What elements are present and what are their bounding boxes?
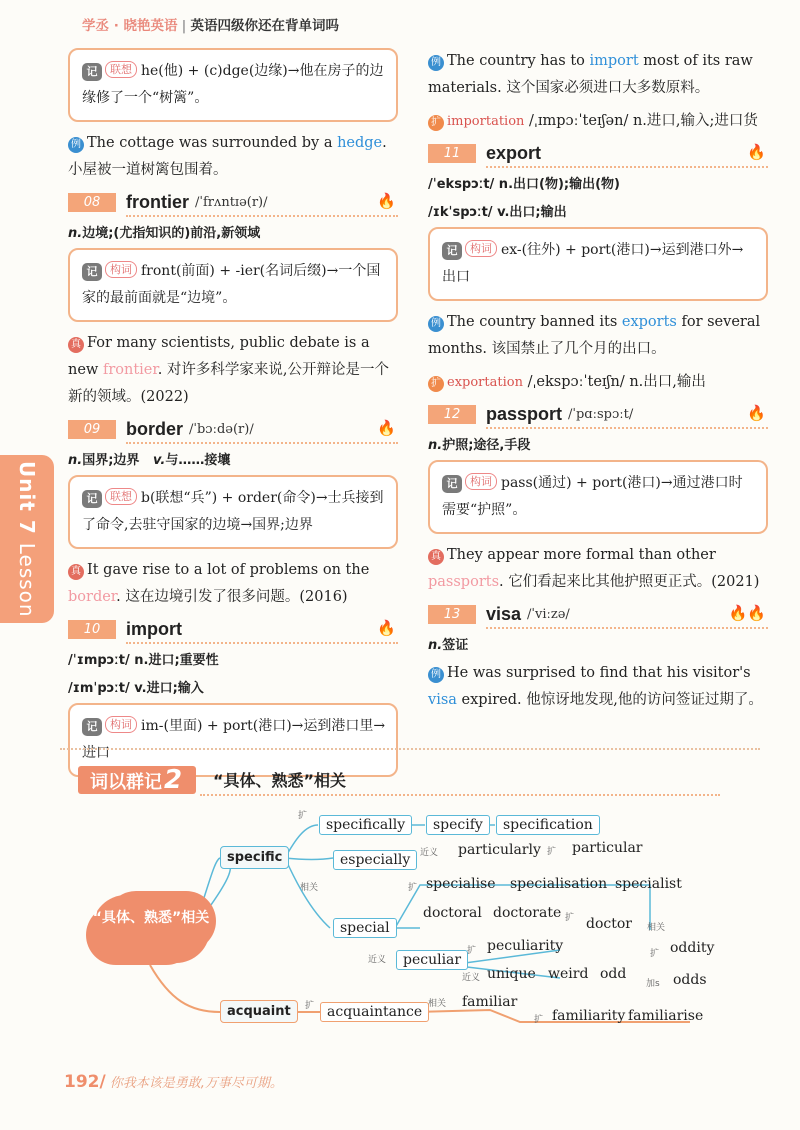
word-entry-visa <box>428 602 768 626</box>
node-doctorate: doctorate <box>493 905 562 921</box>
derivative-icon: 扩 <box>428 376 444 392</box>
exam-icon: 真 <box>68 337 84 353</box>
word-number: 09 <box>68 420 116 439</box>
phonetic: /ˈbɔːdə(r)/ <box>189 421 254 437</box>
word-entry-frontier <box>68 190 398 214</box>
memory-text: pass(通过) + port(港口)→通过港口时需要“护照”。 <box>442 475 743 518</box>
keyword-highlight: import <box>589 53 639 69</box>
label-expand: 扩 <box>408 883 418 893</box>
section-title <box>78 766 196 794</box>
unit-label: Unit 7 <box>15 460 39 535</box>
label-related: 相关 <box>647 923 666 933</box>
derivative-word: exportation <box>447 375 523 390</box>
example-text: It gave rise to a lot of problems on the <box>87 562 370 578</box>
derivative-word: importation <box>447 114 525 129</box>
node-specific: specific <box>220 846 289 869</box>
node-peculiar: peculiar <box>396 950 468 970</box>
section-rule <box>200 794 720 796</box>
node-specification: specification <box>496 815 600 835</box>
flame-icon: 🔥 <box>747 143 766 161</box>
definition <box>68 447 398 475</box>
node-familiar: familiar <box>462 994 518 1010</box>
memory-text: im-(里面) + port(港口)→运到港口里→进口 <box>82 718 386 761</box>
node-familiarity: familiarity <box>552 1008 626 1024</box>
exam-icon: 真 <box>428 549 444 565</box>
phonetic: /ˈviːzə/ <box>527 606 570 622</box>
word-number: 08 <box>68 193 116 212</box>
section-title-text: 词以群记 <box>90 772 162 793</box>
example-sentence <box>68 130 398 184</box>
example-sentence <box>428 660 768 714</box>
meaning: 护照;途径,手段 <box>442 438 531 453</box>
memory-icon: 记 <box>82 490 102 508</box>
example-icon: 例 <box>428 667 444 683</box>
headword: passport <box>486 403 563 424</box>
memory-text: ex-(往外) + port(港口)→运到港口外→出口 <box>442 242 744 285</box>
label-expand: 扩 <box>305 1001 315 1011</box>
section-subtitle: “具体、熟悉”相关 <box>213 771 347 790</box>
memory-box <box>68 475 398 549</box>
memory-box <box>428 227 768 301</box>
node-specifically: specifically <box>319 815 412 835</box>
example-text: The country has to <box>447 53 590 69</box>
example-text: The cottage was surrounded by a <box>87 135 338 151</box>
definition <box>428 632 768 660</box>
exam-sentence <box>68 330 398 411</box>
definition <box>68 220 398 248</box>
header-divider: | <box>181 18 187 34</box>
meaning: 签证 <box>442 638 469 653</box>
unit-tab <box>0 455 54 623</box>
dotted-rule <box>126 215 398 217</box>
node-specialisation: specialisation <box>510 876 608 892</box>
meaning: 与……接壤 <box>165 453 231 468</box>
exam-sentence <box>68 557 398 611</box>
node-particular: particular <box>572 840 643 856</box>
right-column <box>428 48 768 720</box>
example-translation: most of its raw materials. 这个国家必须进口大多数原料。 <box>428 53 753 96</box>
node-weird: weird <box>548 966 589 982</box>
book-title: 英语四级你还在背单词吗 <box>190 18 339 34</box>
part-of-speech: n. <box>428 438 443 453</box>
exam-icon: 真 <box>68 564 84 580</box>
example-icon: 例 <box>428 55 444 71</box>
section-number: 2 <box>164 765 183 795</box>
keyword-highlight: visa <box>428 692 457 708</box>
headword: export <box>486 142 542 163</box>
memory-icon: 记 <box>82 718 102 736</box>
label-synonym: 近义 <box>368 955 387 965</box>
page-number: 192 <box>64 1072 100 1092</box>
memory-box <box>68 48 398 122</box>
example-translation: . 小屋被一道树篱包围着。 <box>68 135 387 178</box>
label-related: 相关 <box>428 999 447 1009</box>
label-plus-s: 加s <box>646 979 660 989</box>
dotted-rule <box>486 627 768 629</box>
flame-icon: 🔥 <box>377 419 396 437</box>
word-number: 11 <box>428 144 476 163</box>
part-of-speech: n. <box>68 226 83 241</box>
example-text: For many scientists, public debate is a new <box>68 335 370 378</box>
node-unique: unique <box>487 966 536 982</box>
node-specialist: specialist <box>615 876 682 892</box>
memory-box <box>428 460 768 534</box>
flame-icon: 🔥🔥 <box>728 604 766 622</box>
keyword-highlight: frontier <box>102 362 158 378</box>
derivative-meaning: /ˌekspɔːˈteɪʃn/ n.出口,输出 <box>527 374 706 390</box>
label-synonym: 近义 <box>420 848 439 858</box>
keyword-highlight: hedge <box>337 135 383 151</box>
node-specialise: specialise <box>426 876 496 892</box>
node-acquaint: acquaint <box>220 1000 298 1023</box>
node-peculiarity: peculiarity <box>487 938 564 954</box>
example-icon: 例 <box>428 316 444 332</box>
page-footer: 192/ 你我本该是勇敢,万事尽可期。 <box>64 1072 283 1092</box>
page-header <box>82 14 339 40</box>
flame-icon: 🔥 <box>377 619 396 637</box>
memory-text: he(他) + (c)dge(边缘)→他在房子的边缘修了一个“树篱”。 <box>82 63 384 106</box>
node-acquaintance: acquaintance <box>320 1002 429 1022</box>
tag-label: 构词 <box>465 240 497 257</box>
tag-label: 构词 <box>105 716 137 733</box>
example-translation: . 对许多科学家来说,公开辩论是一个新的领域。(2022) <box>68 362 390 405</box>
left-column <box>68 48 398 785</box>
mind-map <box>90 800 715 1040</box>
node-doctor: doctor <box>586 916 632 932</box>
center-cloud: “具体、熟悉”相关 <box>92 895 210 963</box>
definition: /ˈekspɔːt/ n.出口(物);输出(物) <box>428 177 620 192</box>
part-of-speech: n. <box>428 638 443 653</box>
memory-icon: 记 <box>442 242 462 260</box>
dotted-rule <box>486 427 768 429</box>
example-text: The country banned its <box>447 314 622 330</box>
definition: /ˈɪmpɔːt/ n.进口;重要性 <box>68 653 219 668</box>
word-entry-import <box>68 617 398 641</box>
tag-label: 构词 <box>465 473 497 490</box>
part-of-speech: n. <box>68 453 83 468</box>
word-entry-export <box>428 141 768 165</box>
keyword-highlight: passports <box>428 574 500 590</box>
section-divider <box>60 748 760 750</box>
example-translation: . 这在边境引发了很多问题。(2016) <box>116 589 348 605</box>
example-text: They appear more formal than other <box>447 547 716 563</box>
node-familiarise: familiarise <box>628 1008 704 1024</box>
exam-sentence <box>428 542 768 596</box>
headword: frontier <box>126 191 189 212</box>
dotted-rule <box>126 442 398 444</box>
example-text: He was surprised to find that his visitor's <box>447 665 751 681</box>
phonetic: /ˈfrʌntɪə(r)/ <box>195 194 268 210</box>
phonetic: /ˈpɑːspɔːt/ <box>568 406 634 422</box>
headword: visa <box>486 603 522 624</box>
memory-box <box>68 248 398 322</box>
node-oddity: oddity <box>670 940 715 956</box>
node-odds: odds <box>673 972 707 988</box>
definition: /ɪmˈpɔːt/ v.进口;输入 <box>68 681 204 696</box>
tag-label: 联想 <box>105 61 137 78</box>
flame-icon: 🔥 <box>377 192 396 210</box>
memory-text: b(联想“兵”) + order(命令)→士兵接到了命令,去驻守国家的边境→国界;边界 <box>82 490 384 533</box>
label-expand: 扩 <box>467 946 477 956</box>
derivative <box>428 108 768 135</box>
dotted-rule <box>126 642 398 644</box>
node-specify: specify <box>426 815 490 835</box>
memory-icon: 记 <box>82 263 102 281</box>
node-odd: odd <box>600 966 627 982</box>
node-particularly: particularly <box>458 842 541 858</box>
example-icon: 例 <box>68 137 84 153</box>
label-expand: 扩 <box>650 949 660 959</box>
brand-name: 学丞 · 晓艳英语 <box>82 18 178 34</box>
derivative-icon: 扩 <box>428 115 444 131</box>
word-entry-passport <box>428 402 768 426</box>
memory-icon: 记 <box>442 475 462 493</box>
headword: border <box>126 418 184 439</box>
tag-label: 构词 <box>105 261 137 278</box>
label-expand: 扩 <box>565 913 575 923</box>
meaning: 边境;(尤指知识的)前沿,新领域 <box>82 226 261 241</box>
derivative <box>428 369 768 396</box>
label-related: 相关 <box>300 883 319 893</box>
derivative-meaning: /ˌɪmpɔːˈteɪʃən/ n.进口,输入;进口货 <box>529 113 758 129</box>
memory-text: front(前面) + -ier(名词后缀)→一个国家的最前面就是“边境”。 <box>82 263 381 306</box>
word-number: 12 <box>428 405 476 424</box>
memory-icon: 记 <box>82 63 102 81</box>
keyword-highlight: exports <box>621 314 677 330</box>
label-expand: 扩 <box>547 847 557 857</box>
definition <box>428 432 768 460</box>
example-translation: . 它们看起来比其他护照更正式。(2021) <box>499 574 760 590</box>
example-sentence <box>428 309 768 363</box>
part-of-speech: v. <box>152 453 166 468</box>
word-number: 13 <box>428 605 476 624</box>
node-doctoral: doctoral <box>423 905 482 921</box>
dotted-rule <box>486 166 768 168</box>
node-especially: especially <box>333 850 417 870</box>
label-expand: 扩 <box>534 1015 544 1025</box>
keyword-highlight: border <box>68 589 117 605</box>
definition: /ɪkˈspɔːt/ v.出口;输出 <box>428 205 567 220</box>
node-special: special <box>333 918 397 938</box>
meaning: 国界;边界 <box>82 453 140 468</box>
word-entry-border <box>68 417 398 441</box>
flame-icon: 🔥 <box>747 404 766 422</box>
lesson-label: Lesson <box>15 542 39 618</box>
example-translation: for several months. 该国禁止了几个月的出口。 <box>428 314 761 357</box>
label-synonym: 近义 <box>462 973 481 983</box>
example-sentence <box>428 48 768 102</box>
label-expand: 扩 <box>298 811 308 821</box>
word-number: 10 <box>68 620 116 639</box>
headword: import <box>126 618 182 639</box>
footer-slogan: 你我本该是勇敢,万事尽可期。 <box>109 1076 283 1091</box>
example-translation: expired. 他惊讶地发现,他的访问签证过期了。 <box>456 692 763 708</box>
tag-label: 联想 <box>105 488 137 505</box>
